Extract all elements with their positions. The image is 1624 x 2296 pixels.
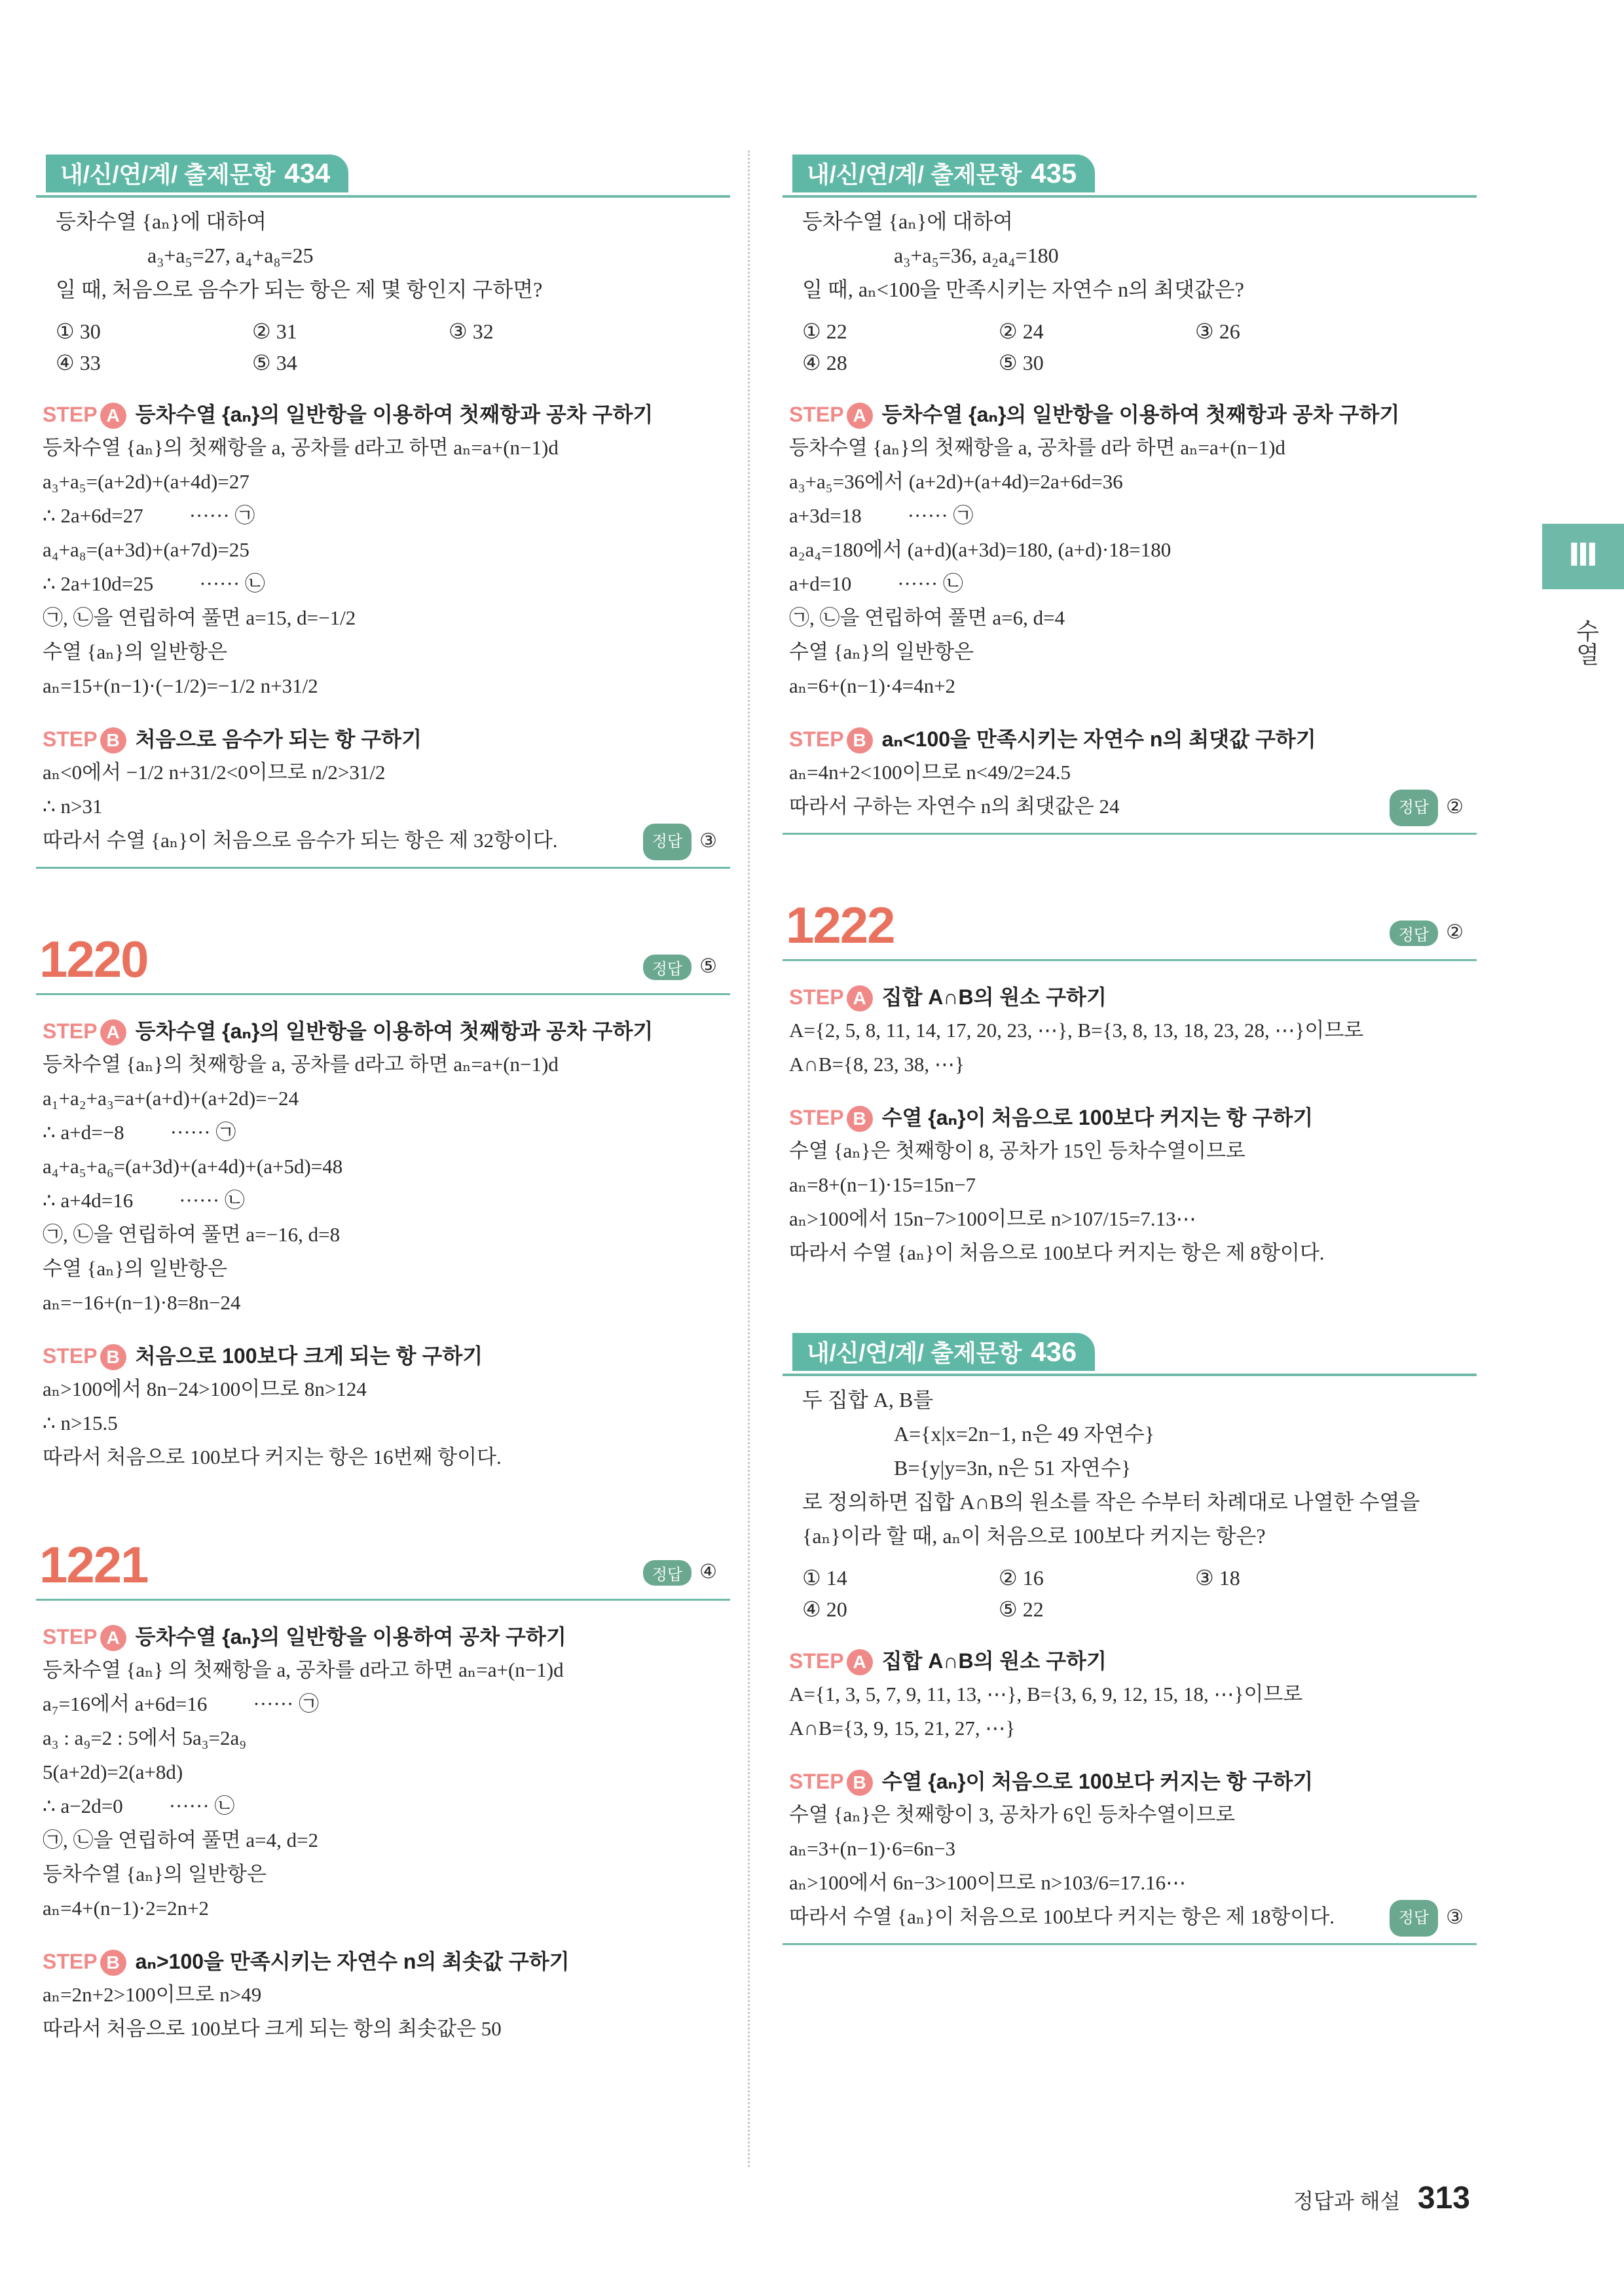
- header-label: 내/신/연/계/ 출제문항: [807, 161, 1022, 188]
- right-column: [783, 151, 1477, 1945]
- equation-marker: ······ ㉠: [907, 504, 974, 527]
- choice: ④ 33: [56, 351, 101, 374]
- answer-value: ③: [699, 829, 717, 852]
- header-pill: [792, 155, 1095, 192]
- solution-line: 수열 {aₙ}은 첫째항이 3, 공차가 6인 등차수열이므로: [789, 1803, 1236, 1826]
- choice: ① 22: [802, 319, 847, 343]
- question-line: 일 때, aₙ<100을 만족시키는 자연수 n의 최댓값은?: [802, 278, 1244, 301]
- solution-line: a+d=10: [789, 572, 852, 595]
- solution-line: 따라서 수열 {aₙ}이 처음으로 100보다 커지는 항은 제 18항이다.: [789, 1905, 1335, 1928]
- answer-tag: [1390, 790, 1464, 826]
- step-b-heading: [783, 723, 1477, 756]
- step-label: STEP: [43, 1019, 98, 1043]
- header-number: 435: [1031, 158, 1077, 189]
- solution-line: 등차수열 {aₙ}의 일반항은: [43, 1863, 267, 1886]
- solution-line: a₃+a₅=36에서 (a+2d)+(a+4d)=2a+6d=36: [789, 470, 1123, 493]
- problem-number: 1222: [786, 896, 895, 954]
- section-rule: [783, 1943, 1477, 1945]
- choice: ③ 18: [1195, 1566, 1240, 1590]
- step-letter: A: [100, 403, 126, 429]
- step-label: STEP: [789, 403, 844, 426]
- solution-line: aₙ=4n+2<100이므로 n<49/2=24.5: [789, 761, 1071, 784]
- solution-line: ∴ a−2d=0: [43, 1795, 123, 1817]
- step-letter: B: [100, 1950, 126, 1976]
- chapter-tab[interactable]: [1542, 524, 1624, 589]
- choice: ⑤ 34: [252, 351, 297, 374]
- step-letter: A: [847, 403, 873, 429]
- problem-1221-header: [36, 1527, 730, 1601]
- answer-value: ④: [699, 1561, 717, 1583]
- solution-line: 따라서 수열 {aₙ}이 처음으로 음수가 되는 항은 제 32항이다.: [43, 829, 558, 852]
- chapter-label: 수열: [1573, 619, 1600, 666]
- solution-line: ∴ n>15.5: [43, 1412, 118, 1434]
- choice: ② 16: [999, 1566, 1044, 1590]
- step-title: 등차수열 {aₙ}의 일반항을 이용하여 첫째항과 공차 구하기: [881, 403, 1400, 426]
- step-letter: B: [847, 727, 873, 754]
- solution-line: ㉠, ㉡을 연립하여 풀면 a=15, d=−1/2: [43, 606, 356, 629]
- step-letter: B: [847, 1770, 873, 1796]
- page-footer: [1293, 2180, 1470, 2216]
- equation-marker: ······ ㉡: [179, 1189, 245, 1212]
- step-title: 처음으로 음수가 되는 항 구하기: [135, 727, 422, 751]
- step-a-heading: [783, 981, 1477, 1013]
- step-letter: A: [847, 985, 873, 1011]
- step-title: 처음으로 100보다 크게 되는 항 구하기: [135, 1344, 483, 1368]
- solution-line: 등차수열 {aₙ} 의 첫째항을 a, 공차를 d라고 하면 aₙ=a+(n−1)d: [43, 1658, 564, 1681]
- step-letter: B: [847, 1106, 873, 1132]
- answer-tag: [643, 1560, 717, 1586]
- step-letter: B: [100, 1344, 126, 1370]
- question-line: 두 집합 A, B를: [802, 1388, 934, 1412]
- solution-line: ∴ n>31: [43, 795, 103, 818]
- step-title: 등차수열 {aₙ}의 일반항을 이용하여 공차 구하기: [135, 1625, 566, 1649]
- solution-line: 수열 {aₙ}의 일반항은: [43, 640, 228, 663]
- step-label: STEP: [43, 1344, 98, 1368]
- solution-line: a₂a₄=180에서 (a+d)(a+3d)=180, (a+d)·18=180: [789, 538, 1172, 561]
- solution-line: 수열 {aₙ}의 일반항은: [43, 1257, 228, 1280]
- solution-line: ∴ a+d=−8: [43, 1121, 124, 1144]
- solution-line: 수열 {aₙ}은 첫째항이 8, 공차가 15인 등차수열이므로: [789, 1139, 1246, 1162]
- section-rule: [36, 867, 730, 869]
- header-number: 434: [284, 158, 331, 189]
- solution-line: aₙ=15+(n−1)·(−1/2)=−1/2 n+31/2: [43, 674, 318, 697]
- solution-line: aₙ=6+(n−1)·4=4n+2: [789, 674, 956, 697]
- choice: ② 24: [999, 319, 1044, 343]
- answer-tag: [643, 955, 717, 980]
- question-line: 등차수열 {aₙ}에 대하여: [802, 210, 1014, 233]
- solution-line: aₙ>100에서 8n−24>100이므로 8n>124: [43, 1377, 367, 1400]
- answer-value: ③: [1446, 1906, 1464, 1928]
- solution-line: a₄+a₅+a₆=(a+3d)+(a+4d)+(a+5d)=48: [43, 1155, 343, 1178]
- solution-line: aₙ>100에서 15n−7>100이므로 n>107/15=7.13⋯: [789, 1207, 1196, 1230]
- step-b-heading: [36, 1339, 730, 1372]
- step-title: 수열 {aₙ}이 처음으로 100보다 커지는 항 구하기: [881, 1106, 1314, 1129]
- step-label: STEP: [789, 727, 844, 751]
- solution-line: ㉠, ㉡을 연립하여 풀면 a=4, d=2: [43, 1829, 319, 1851]
- step-b-heading: [36, 1945, 730, 1978]
- answer-badge: 정답: [643, 824, 692, 860]
- chapter-numeral: Ⅲ: [1568, 538, 1598, 573]
- question-condition: a₃+a₅=27, a₄+a₈=25: [147, 244, 314, 267]
- solution-line: ∴ 2a+6d=27: [43, 504, 143, 527]
- problem-1220-header: [36, 921, 730, 995]
- header-label: 내/신/연/계/ 출제문항: [60, 161, 276, 188]
- left-column: [36, 151, 730, 2046]
- solution-line: A∩B={3, 9, 15, 21, 27, ⋯}: [789, 1717, 1016, 1740]
- solution-line: a₁+a₂+a₃=a+(a+d)+(a+2d)=−24: [43, 1087, 299, 1110]
- choice: ① 30: [56, 319, 101, 343]
- equation-marker: ······ ㉠: [253, 1692, 320, 1715]
- solution-line: 등차수열 {aₙ}의 첫째항을 a, 공차를 d라고 하면 aₙ=a+(n−1)d: [43, 436, 559, 459]
- choice-list: [36, 316, 730, 378]
- step-title: 등차수열 {aₙ}의 일반항을 이용하여 첫째항과 공차 구하기: [135, 403, 654, 426]
- solution-line: ㉠, ㉡을 연립하여 풀면 a=6, d=4: [789, 606, 1065, 629]
- answer-tag: [1390, 920, 1464, 946]
- step-b-heading: [783, 1765, 1477, 1798]
- step-label: STEP: [789, 985, 844, 1009]
- column-divider: [748, 151, 750, 2167]
- section-rule: [783, 833, 1477, 835]
- step-label: STEP: [789, 1649, 844, 1673]
- problem-435-header: [783, 151, 1477, 198]
- solution-line: A={2, 5, 8, 11, 14, 17, 20, 23, ⋯}, B={3, 8, 13, 18, 23, 28, ⋯}이므로: [789, 1019, 1364, 1042]
- problem-number: 1220: [39, 930, 148, 988]
- step-label: STEP: [789, 1106, 844, 1129]
- step-title: 집합 A∩B의 원소 구하기: [881, 1649, 1107, 1673]
- choice: ⑤ 22: [999, 1597, 1044, 1621]
- step-title: 집합 A∩B의 원소 구하기: [881, 985, 1107, 1009]
- answer-badge: 정답: [1390, 790, 1438, 826]
- answer-tag: [643, 824, 717, 860]
- answer-badge: 정답: [1390, 1900, 1438, 1937]
- solution-line: 등차수열 {aₙ}의 첫째항을 a, 공차를 d라고 하면 aₙ=a+(n−1)d: [43, 1053, 559, 1076]
- choice: ① 14: [802, 1566, 847, 1590]
- footer-label: 정답과 해설: [1293, 2189, 1401, 2213]
- problem-number: 1221: [39, 1536, 148, 1594]
- step-title: 수열 {aₙ}이 처음으로 100보다 커지는 항 구하기: [881, 1770, 1314, 1793]
- solution-line: 따라서 수열 {aₙ}이 처음으로 100보다 커지는 항은 제 8항이다.: [789, 1241, 1325, 1264]
- choice: ④ 28: [802, 351, 847, 374]
- solution-line: a+3d=18: [789, 504, 862, 527]
- equation-marker: ······ ㉡: [199, 572, 265, 595]
- page-number: 313: [1417, 2181, 1470, 2215]
- question-line: {aₙ}이라 할 때, aₙ이 처음으로 100보다 커지는 항은?: [802, 1524, 1266, 1548]
- step-label: STEP: [789, 1770, 844, 1793]
- equation-marker: ······ ㉠: [189, 504, 255, 527]
- solution-line: aₙ=3+(n−1)·6=6n−3: [789, 1837, 956, 1860]
- step-title: aₙ>100을 만족시키는 자연수 n의 최솟값 구하기: [135, 1950, 570, 1973]
- answer-tag: [1390, 1900, 1464, 1937]
- question-condition: a₃+a₅=36, a₂a₄=180: [894, 244, 1059, 267]
- step-label: STEP: [43, 403, 98, 426]
- solution-line: ㉠, ㉡을 연립하여 풀면 a=−16, d=8: [43, 1223, 341, 1246]
- choice-list: [783, 316, 1477, 378]
- solution-line: ∴ 2a+10d=25: [43, 572, 154, 595]
- step-a-heading: [36, 1620, 730, 1653]
- question-line: 일 때, 처음으로 음수가 되는 항은 제 몇 항인지 구하면?: [56, 278, 543, 301]
- step-a-heading: [36, 1015, 730, 1048]
- answer-badge: 정답: [643, 955, 692, 980]
- solution-line: a₃+a₅=(a+2d)+(a+4d)=27: [43, 470, 249, 493]
- equation-marker: ······ ㉡: [897, 572, 963, 595]
- solution-line: A={1, 3, 5, 7, 9, 11, 13, ⋯}, B={3, 6, 9, 12, 15, 18, ⋯}이므로: [789, 1683, 1303, 1705]
- choice: ⑤ 30: [999, 351, 1044, 374]
- solution-line: aₙ=8+(n−1)·15=15n−7: [789, 1173, 976, 1196]
- header-number: 436: [1031, 1336, 1077, 1367]
- header-pill: [46, 155, 348, 192]
- equation-marker: ······ ㉡: [168, 1795, 235, 1817]
- solution-line: ∴ a+4d=16: [43, 1189, 134, 1212]
- problem-1222-header: [783, 887, 1477, 961]
- choice: ③ 26: [1195, 319, 1240, 343]
- step-letter: A: [100, 1019, 126, 1046]
- answer-value: ⑤: [699, 955, 717, 977]
- solution-line: aₙ=4+(n−1)·2=2n+2: [43, 1897, 210, 1920]
- question-line: 등차수열 {aₙ}에 대하여: [56, 210, 267, 233]
- solution-line: 따라서 구하는 자연수 n의 최댓값은 24: [789, 795, 1120, 818]
- solution-line: 따라서 처음으로 100보다 커지는 항은 16번째 항이다.: [43, 1446, 502, 1468]
- step-b-heading: [783, 1101, 1477, 1134]
- step-label: STEP: [43, 1950, 98, 1973]
- solution-line: a₃ : a₉=2 : 5에서 5a₃=2a₉: [43, 1726, 247, 1749]
- step-title: aₙ<100을 만족시키는 자연수 n의 최댓값 구하기: [881, 727, 1316, 751]
- problem-434-header: [36, 151, 730, 198]
- header-pill: [792, 1333, 1095, 1371]
- equation-marker: ······ ㉠: [170, 1121, 236, 1144]
- step-b-heading: [36, 723, 730, 756]
- answer-value: ②: [1446, 795, 1464, 818]
- step-label: STEP: [43, 1625, 98, 1649]
- step-letter: A: [100, 1625, 126, 1651]
- problem-436-header: [783, 1329, 1477, 1376]
- solution-line: aₙ=−16+(n−1)·8=8n−24: [43, 1291, 241, 1314]
- answer-value: ②: [1446, 921, 1464, 943]
- solution-line: aₙ=2n+2>100이므로 n>49: [43, 1983, 262, 2006]
- step-title: 등차수열 {aₙ}의 일반항을 이용하여 첫째항과 공차 구하기: [135, 1019, 654, 1043]
- choice: ④ 20: [802, 1597, 847, 1621]
- solution-line: A∩B={8, 23, 38, ⋯}: [789, 1053, 965, 1076]
- question-condition: A={x|x=2n−1, n은 49 자연수}: [894, 1422, 1155, 1446]
- choice: ③ 32: [449, 319, 494, 343]
- choice-list: [783, 1562, 1477, 1625]
- answer-badge: 정답: [643, 1560, 692, 1586]
- choice: ② 31: [252, 319, 297, 343]
- step-letter: B: [100, 727, 126, 754]
- question-line: 로 정의하면 집합 A∩B의 원소를 작은 수부터 차례대로 나열한 수열을: [802, 1490, 1420, 1514]
- solution-line: a₄+a₈=(a+3d)+(a+7d)=25: [43, 538, 249, 561]
- solution-line: 5(a+2d)=2(a+8d): [43, 1760, 183, 1783]
- step-a-heading: [783, 398, 1477, 431]
- step-label: STEP: [43, 727, 98, 751]
- answer-badge: 정답: [1390, 920, 1438, 946]
- solution-line: a₇=16에서 a+6d=16: [43, 1692, 208, 1715]
- question-condition: B={y|y=3n, n은 51 자연수}: [894, 1456, 1132, 1480]
- solution-line: 따라서 처음으로 100보다 크게 되는 항의 최솟값은 50: [43, 2017, 502, 2040]
- step-a-heading: [783, 1645, 1477, 1677]
- step-a-heading: [36, 398, 730, 431]
- solution-line: 등차수열 {aₙ}의 첫째항을 a, 공차를 d라 하면 aₙ=a+(n−1)d: [789, 436, 1285, 459]
- solution-line: aₙ<0에서 −1/2 n+31/2<0이므로 n/2>31/2: [43, 761, 386, 784]
- solution-line: 수열 {aₙ}의 일반항은: [789, 640, 974, 663]
- step-letter: A: [847, 1649, 873, 1675]
- solution-line: aₙ>100에서 6n−3>100이므로 n>103/6=17.16⋯: [789, 1871, 1187, 1894]
- header-label: 내/신/연/계/ 출제문항: [807, 1339, 1022, 1366]
